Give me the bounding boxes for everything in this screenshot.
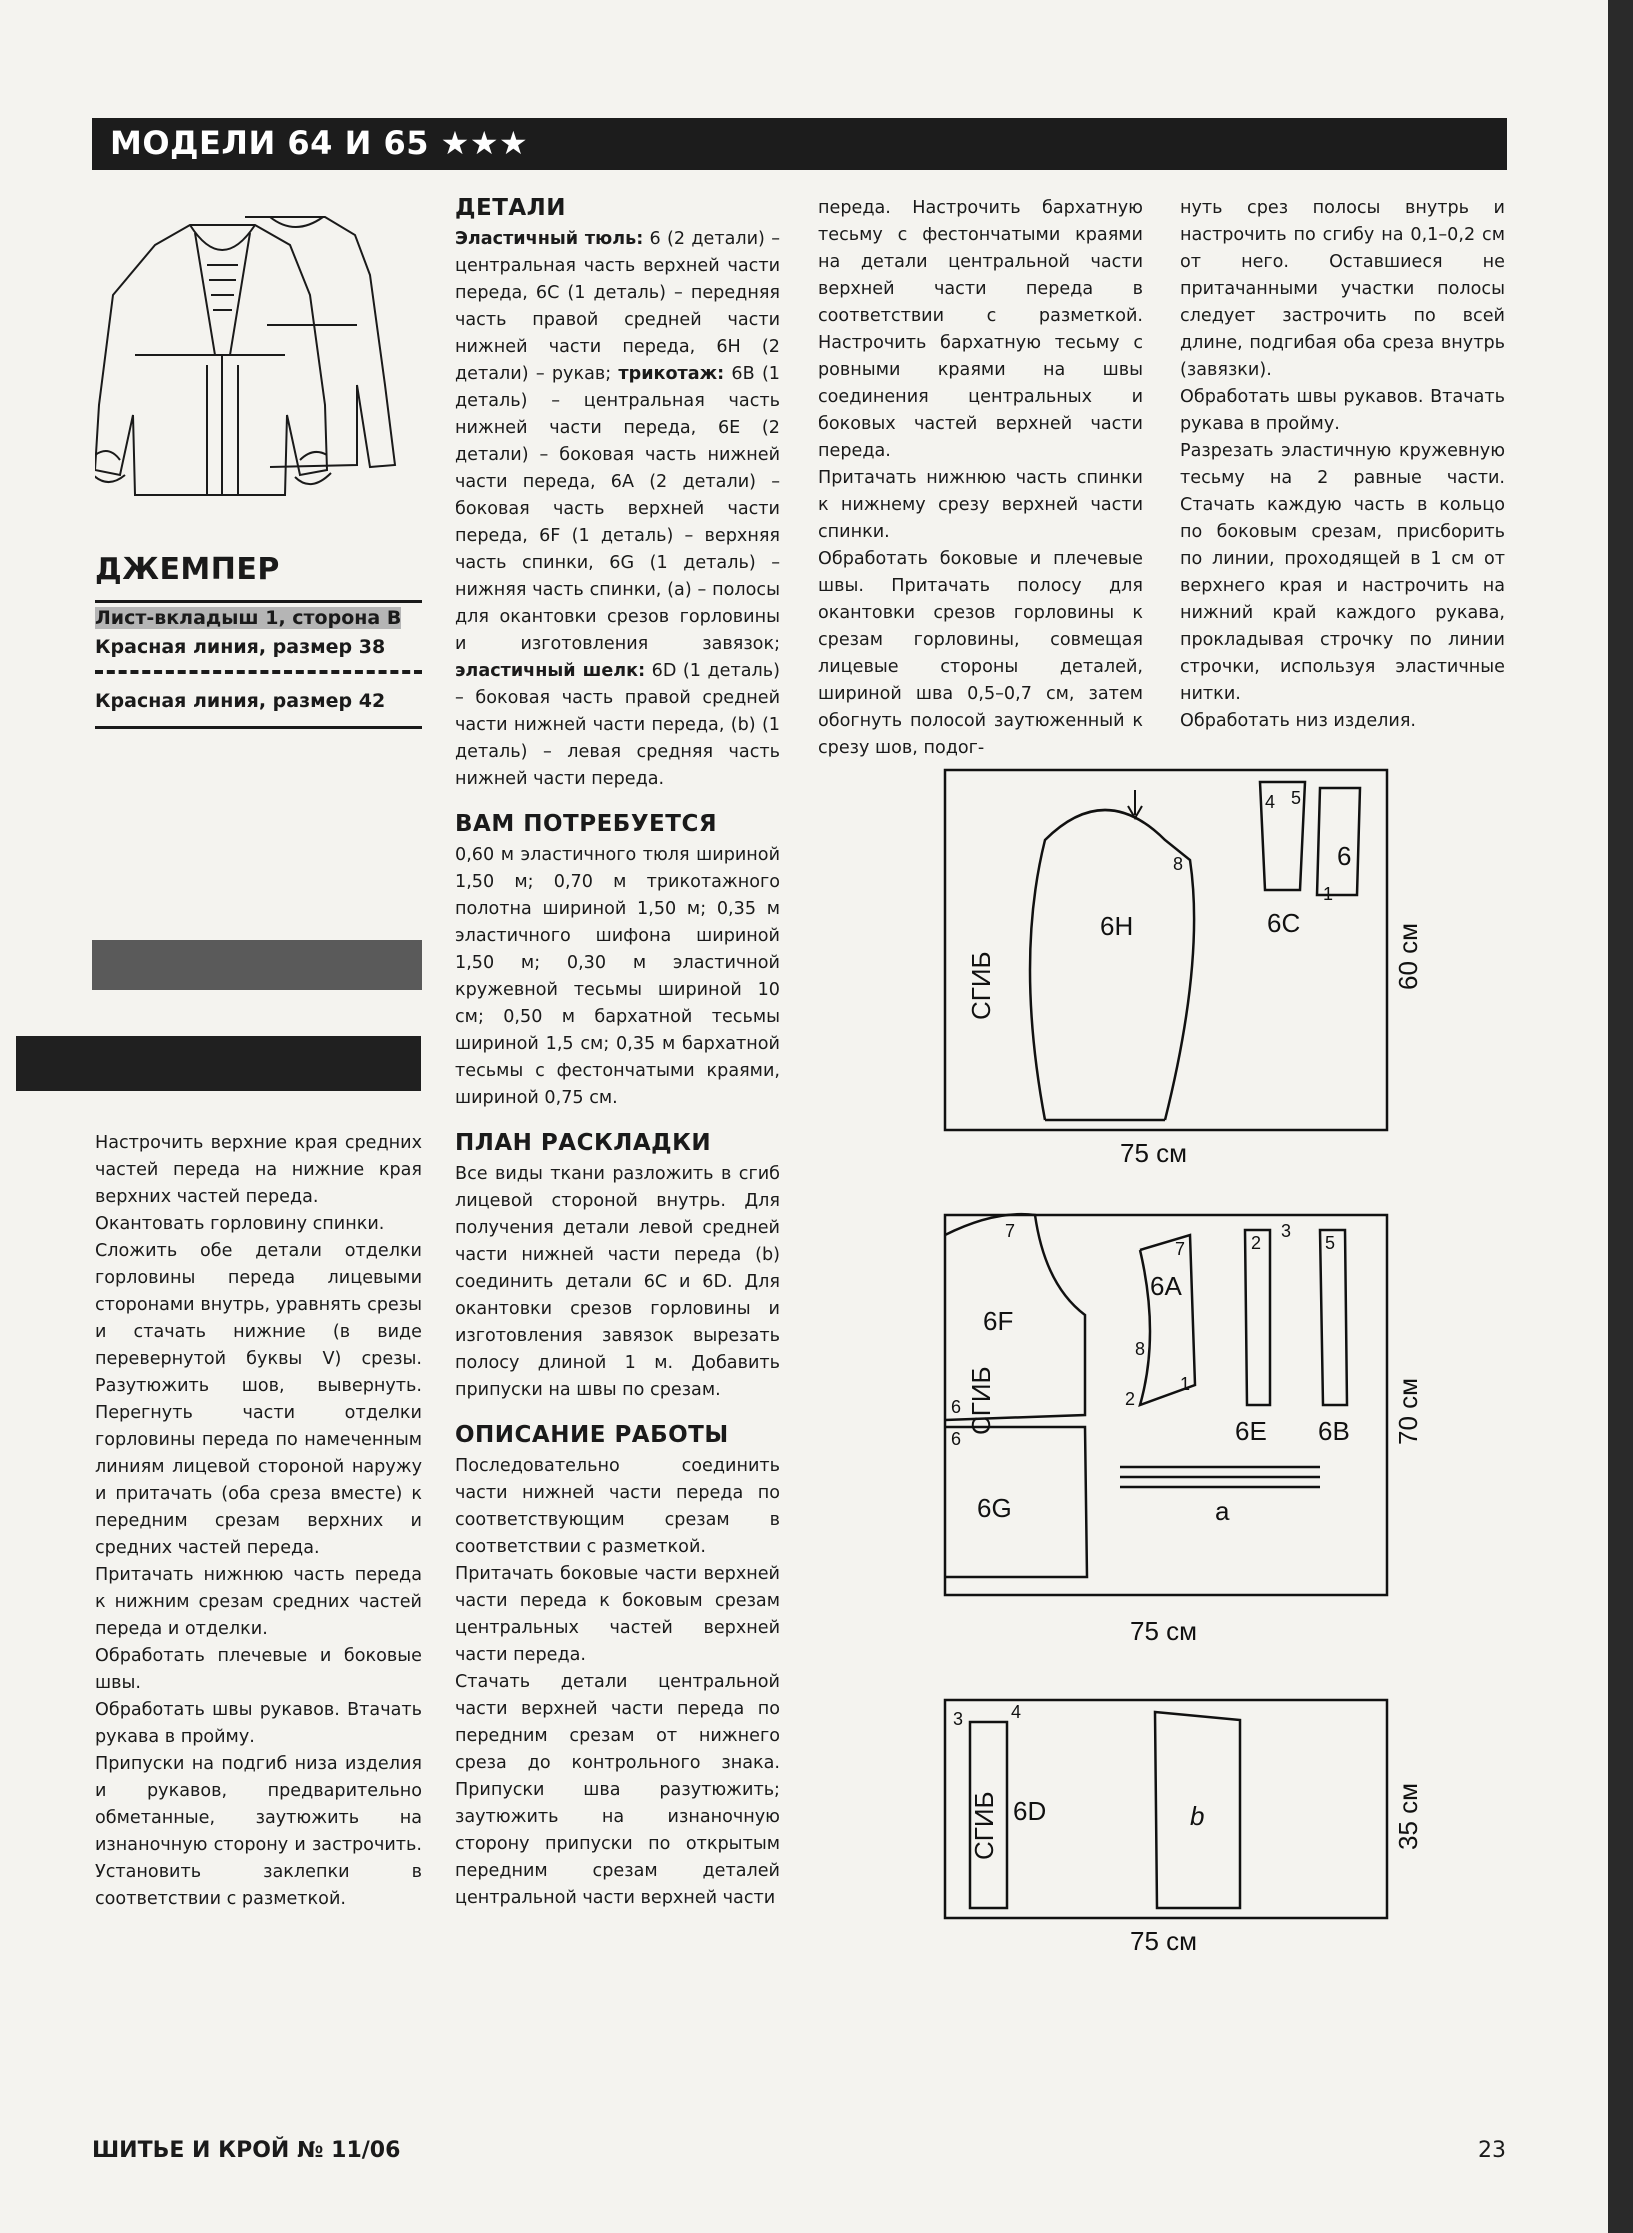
layout-text: Все виды ткани разложить в сгиб лицевой стороной внутрь. Для получения детали левой средней части нижней части переда (b) соединить детали 6С и 6D. Для окантовки срезов горловины и изготовления завязок вырезать полосу длиной 1 м. Добавить припуски на швы по срезам.: [455, 1164, 780, 1400]
work-title: ОПИСАНИЕ РАБОТЫ: [455, 1422, 729, 1448]
piece-label: 6C: [1267, 908, 1301, 938]
fold-label: СГИБ: [966, 951, 996, 1020]
materials-title: ВАМ ПОТРЕБУЕТСЯ: [455, 811, 718, 837]
page-number: 23: [1478, 2138, 1506, 2163]
piece-label: 6H: [1100, 911, 1134, 941]
paragraph: Обработать швы рукавов. Втачать рукава в пройму.: [95, 1700, 422, 1747]
paragraph: Стачать детали центральной части верхней части переда по передним срезам от нижнего среза до контрольного знака. Припуски шва разутюжить; заутюжить на изнаночную сторону припуски по открытым передним срезам деталей центральной части верхней части: [455, 1672, 780, 1908]
notch-label: 2: [1125, 1389, 1136, 1409]
notch-label: 4: [1011, 1702, 1022, 1722]
notch-label: 8: [1135, 1339, 1146, 1359]
paragraph: Разрезать эластичную кружевную тесьму на 2 равные части. Стачать каждую часть в кольцо по боковым срезам, присборить по линии, проходящей в 1 см от верхнего края и настрочить на нижний край каждого рукава, прокладывая строчку по линии строчки, используя эластичные нитки.: [1180, 441, 1505, 704]
width-label: 75 см: [1130, 1926, 1198, 1956]
fold-label: СГИБ: [966, 1366, 996, 1435]
notch-label: 6: [951, 1429, 962, 1449]
paragraph: Настрочить верхние края средних частей переда на нижние края верхних частей переда.: [95, 1133, 422, 1207]
divider: [95, 600, 422, 603]
layout-diagram-1: [895, 760, 1435, 1190]
paragraph: Обработать низ изделия.: [1180, 711, 1417, 731]
piece-label: 6E: [1235, 1416, 1267, 1446]
column-4: [1180, 195, 1505, 735]
decor-band: [16, 1036, 421, 1091]
layout-diagram-2: [895, 1205, 1435, 1660]
paragraph: Сложить обе детали отделки горловины переда лицевыми сторонами внутрь, уравнять срезы и стачать нижние (в виде перевернутой буквы V) срезы. Разутюжить шов, вывернуть. Перегнуть части отделки горловины переда по намеченным линиям лицевой стороной наружу и притачать (оба среза вместе) к передним срезам верхних и средних частей переда.: [95, 1241, 422, 1558]
column-3: [818, 195, 1143, 762]
layout-title: ПЛАН РАСКЛАДКИ: [455, 1130, 712, 1156]
notch-label: 3: [953, 1709, 964, 1729]
dashed-line: [95, 670, 422, 674]
notch-label: 1: [1323, 884, 1334, 904]
materials-text: 0,60 м эластичного тюля шириной 1,50 м; 0,70 м трикотажного полотна шириной 1,50 м; 0,35 м эластичного шифона шириной 1,50 м; 0,30 м эластичной кружевной тесьмы шириной 10 см; 0,50 м бархатной тесьмы шириной 1,5 см; 0,35 м бархатной тесьмы с фестончатыми краями, шириной 0,75 см.: [455, 845, 780, 1108]
piece-label: 6B: [1318, 1416, 1350, 1446]
piece-label: 6D: [1013, 1796, 1047, 1826]
notch-label: 7: [1005, 1221, 1016, 1241]
fold-label: СГИБ: [969, 1791, 999, 1860]
details-text: Эластичный тюль: 6 (2 детали) – центральная часть верхней части переда, 6С (1 деталь) – передняя часть правой средней части нижней части переда, 6Н (2 детали) – рукав; трикотаж: 6В (1 деталь) – центральная часть нижней части переда, 6Е (2 детали) – боковая часть нижней части переда, 6А (2 детали) – боковая часть верхней части переда, 6F (1 деталь) – верхняя часть спинки, 6G (1 деталь) – нижняя часть спинки, (а) – полосы для окантовки срезов горловины и изготовления завязок; эластичный шелк: 6D (1 деталь) – боковая часть правой средней части нижней части переда, (b) (1 деталь) – левая средняя часть нижней части переда.: [455, 229, 781, 789]
magazine-title: ШИТЬЕ И КРОЙ № 11/06: [92, 2138, 401, 2163]
notch-label: 7: [1175, 1239, 1186, 1259]
height-label: 70 см: [1393, 1377, 1423, 1445]
notch-label: 6: [951, 1397, 962, 1417]
garment-sketch-icon: [95, 205, 425, 505]
height-label: 35 см: [1393, 1782, 1423, 1850]
paragraph: Притачать боковые части верхней части переда к боковым срезам центральных частей верхней части переда.: [455, 1564, 780, 1665]
size-38-line: Красная линия, размер 38: [95, 636, 386, 658]
paragraph: Обработать швы рукавов. Втачать рукава в пройму.: [1180, 387, 1505, 434]
piece-label: 6F: [983, 1306, 1014, 1336]
divider: [95, 726, 422, 729]
piece-label: 6A: [1150, 1271, 1182, 1301]
layout-diagram-3: [895, 1680, 1435, 1960]
piece-label: 6G: [977, 1493, 1012, 1523]
decor-band: [92, 940, 422, 990]
notch-label: 5: [1325, 1233, 1336, 1253]
size-42-line: Красная линия, размер 42: [95, 690, 386, 712]
piece-label: a: [1215, 1496, 1230, 1526]
paragraph: Последовательно соединить части нижней части переда по соответствующим срезам в соответствии с разметкой.: [455, 1456, 780, 1557]
piece-label: b: [1190, 1801, 1205, 1831]
paragraph: нуть срез полосы внутрь и настрочить по сгибу на 0,1–0,2 см от него. Оставшиеся не притачанными участки полосы следует застрочить по всей длине, подгибая оба среза внутрь (завязки).: [1180, 198, 1505, 380]
paragraph: Припуски на подгиб низа изделия и рукавов, предварительно обметанные, заутюжить на изнаночную сторону и застрочить. Установить заклепки в соответствии с разметкой.: [95, 1754, 422, 1909]
paragraph: переда. Настрочить бархатную тесьму с фестончатыми краями на детали центральной части верхней части переда в соответствии с разметкой. Настрочить бархатную тесьму с ровными краями на швы соединения центральных и боковых частей верхней части переда.: [818, 198, 1143, 461]
notch-label: 4: [1265, 792, 1276, 812]
paragraph: Притачать нижнюю часть спинки к нижнему срезу верхней части спинки.: [818, 468, 1143, 542]
piece-label: 6: [1337, 841, 1352, 871]
instructions-left: [95, 1130, 422, 1913]
column-2: [455, 195, 780, 1912]
width-label: 75 см: [1130, 1616, 1198, 1646]
details-title: ДЕТАЛИ: [455, 195, 567, 221]
notch-label: 8: [1173, 854, 1184, 874]
paragraph: Обработать боковые и плечевые швы. Притачать полосу для окантовки срезов горловины к срезам горловины, совмещая лицевые стороны деталей, шириной шва 0,5–0,7 см, затем обогнуть полосой заутюженный к срезу шов, подог-: [818, 549, 1143, 758]
height-label: 60 см: [1393, 922, 1423, 990]
section-title: ДЖЕМПЕР: [95, 552, 280, 587]
notch-label: 1: [1180, 1374, 1191, 1394]
paragraph: Обработать плечевые и боковые швы.: [95, 1646, 422, 1693]
page-edge: [1608, 0, 1633, 2233]
paragraph: Притачать нижнюю часть переда к нижним срезам средних частей переда и отделки.: [95, 1565, 422, 1639]
notch-label: 2: [1251, 1233, 1262, 1253]
sheet-info: Лист-вкладыш 1, сторона В: [95, 607, 402, 629]
paragraph: Окантовать горловину спинки.: [95, 1214, 385, 1234]
notch-label: 5: [1291, 788, 1302, 808]
notch-label: 3: [1281, 1221, 1292, 1241]
width-label: 75 см: [1120, 1138, 1188, 1168]
page-title: МОДЕЛИ 64 И 65 ★★★: [110, 124, 529, 162]
